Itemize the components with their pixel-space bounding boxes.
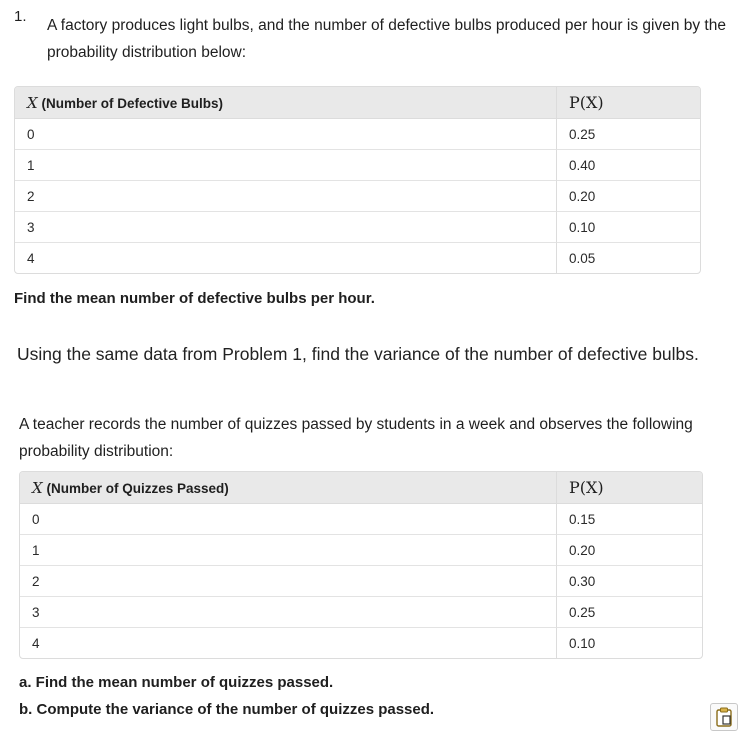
table-row	[20, 566, 702, 597]
cell-x: 3	[20, 597, 556, 628]
cell-x: 0	[15, 119, 556, 150]
header-x-symbol: X	[27, 93, 38, 112]
cell-p: 0.10	[556, 212, 700, 243]
table-row	[15, 150, 700, 181]
table-row	[20, 628, 702, 658]
header-p-label: P(X)	[569, 478, 604, 497]
cell-x: 1	[15, 150, 556, 181]
quizzes-passed-table	[19, 471, 703, 659]
cell-x: 0	[20, 504, 556, 535]
cell-x: 2	[20, 566, 556, 597]
table-row	[20, 504, 702, 535]
cell-p: 0.05	[556, 243, 700, 273]
cell-p: 0.25	[556, 119, 700, 150]
problem3-intro: A teacher records the number of quizzes passed by students in a week and observes the following probability distribution:	[19, 416, 693, 460]
defective-bulbs-table	[14, 86, 701, 274]
copy-button[interactable]	[710, 703, 738, 731]
table-row	[15, 119, 700, 150]
header-p-label: P(X)	[569, 93, 604, 112]
problem3-question-b: b. Compute the variance of the number of quizzes passed.	[19, 701, 435, 718]
cell-x: 4	[32, 635, 40, 651]
table-row	[20, 597, 702, 628]
cell-x: 3	[15, 212, 556, 243]
problem2-text: Using the same data from Problem 1, find the variance of the number of defective bulbs.	[17, 344, 699, 364]
cell-x: 4	[27, 250, 35, 266]
header-x-label: (Number of Quizzes Passed)	[46, 480, 229, 496]
cell-p: 0.25	[556, 597, 702, 628]
cell-p: 0.15	[556, 504, 702, 535]
problem3-question-a: a. Find the mean number of quizzes passed.	[19, 674, 334, 691]
header-x	[15, 87, 556, 119]
header-x	[20, 472, 556, 504]
table-row	[15, 181, 700, 212]
cell-p: 0.20	[556, 535, 702, 566]
cell-x: 1	[20, 535, 556, 566]
cell-x: 2	[15, 181, 556, 212]
header-x-label: (Number of Defective Bulbs)	[41, 95, 223, 111]
cell-p: 0.20	[556, 181, 700, 212]
clipboard-icon	[711, 704, 737, 730]
cell-p: 0.30	[556, 566, 702, 597]
cell-p: 0.40	[556, 150, 700, 181]
cell-p: 0.10	[556, 628, 702, 658]
table-row	[15, 243, 700, 273]
problem1-question: Find the mean number of defective bulbs per hour.	[14, 290, 375, 307]
problem1-intro: A factory produces light bulbs, and the number of defective bulbs produced per hour is given by the probability distribution below:	[47, 17, 726, 61]
table-row	[20, 535, 702, 566]
table-row	[15, 212, 700, 243]
header-x-symbol: X	[32, 478, 43, 497]
header-p	[556, 87, 700, 119]
table-header-row	[20, 472, 702, 504]
table-header-row	[15, 87, 700, 119]
problem-number: 1.	[14, 8, 27, 25]
header-p	[556, 472, 702, 504]
